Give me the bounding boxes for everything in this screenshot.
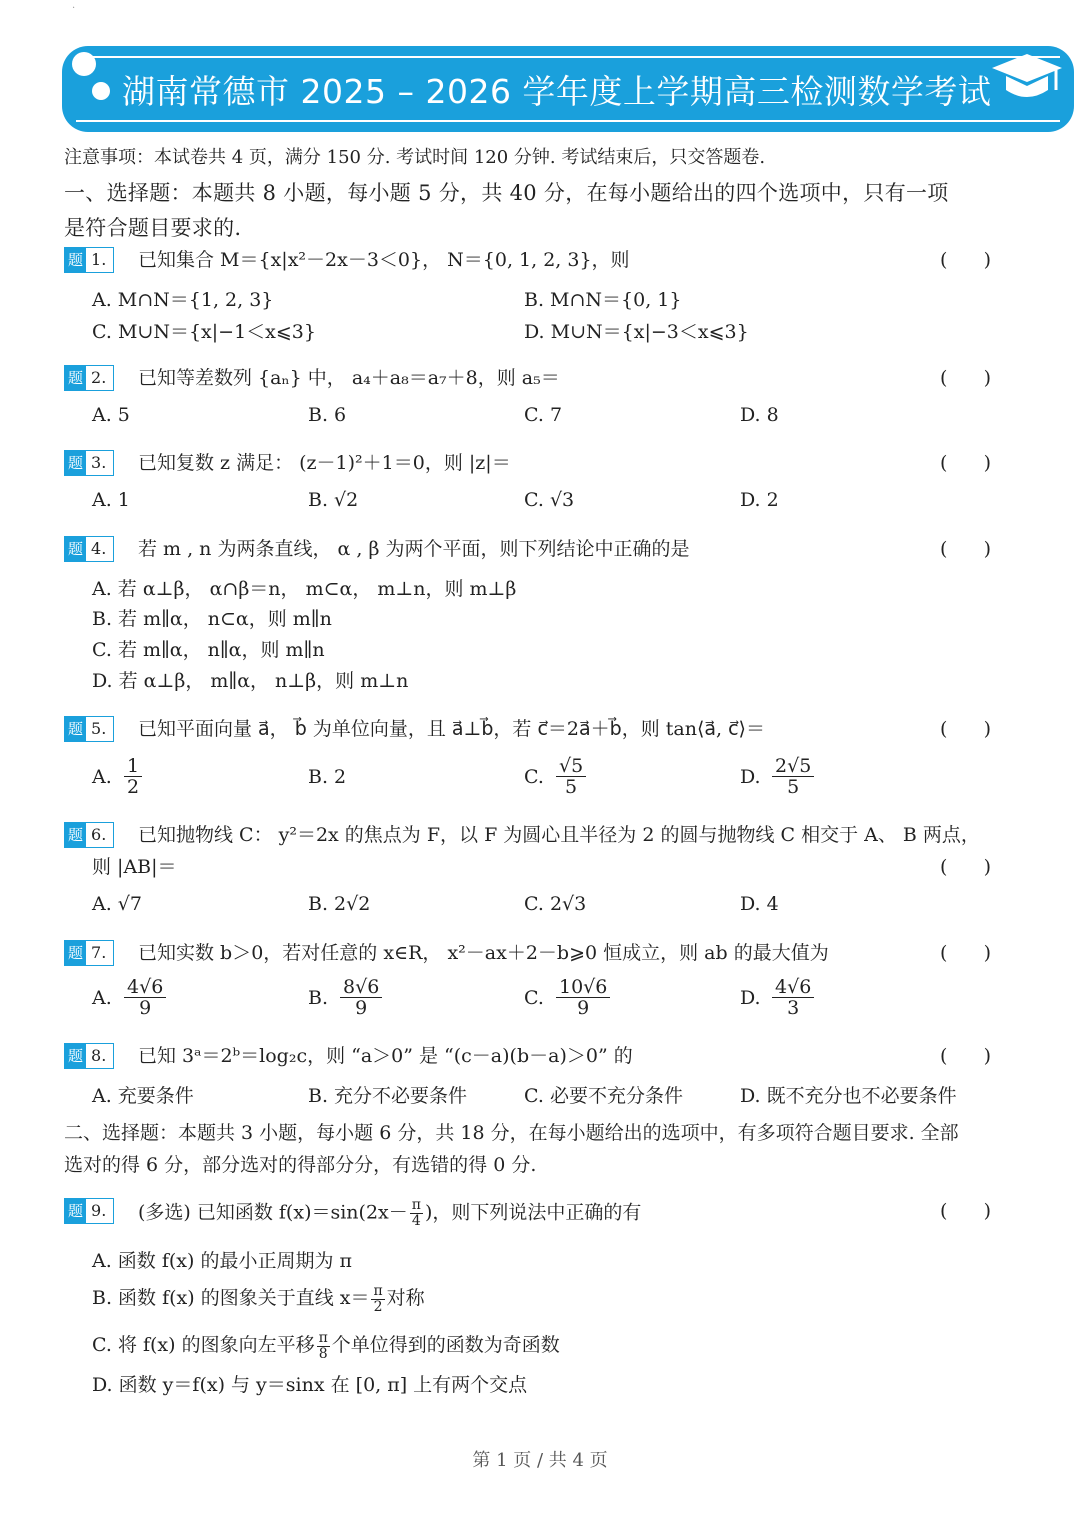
option-c: C. √3 <box>524 489 575 511</box>
question-text-continued: 则 |AB|＝ <box>92 856 177 878</box>
title-banner <box>62 46 1074 132</box>
top-mark: . <box>72 0 76 11</box>
option-b: B. <box>308 987 329 1009</box>
option-b: B. √2 <box>308 489 359 511</box>
question-tag: 题 2. <box>64 365 114 391</box>
question-1 <box>64 247 1004 273</box>
question-tag: 题 7. <box>64 940 114 966</box>
answer-blank: ( ) <box>940 1045 992 1067</box>
option-b: B. 2√2 <box>308 893 371 915</box>
question-text: 已知抛物线 C： y²＝2x 的焦点为 F，以 F 为圆心且半径为 2 的圆与抛物线 C 相交于 A、 B 两点， <box>138 824 980 846</box>
option-a: A. M∩N＝{1, 2, 3} <box>92 289 274 311</box>
option-a: A. 1 <box>92 489 130 511</box>
option-d-fraction: $\frac{4√6}{3}$ <box>772 977 814 1018</box>
option-d: D. M∪N＝{x|−3＜x⩽3} <box>524 321 749 343</box>
option-a: A. <box>92 987 112 1009</box>
option-d: D. 既不充分也不必要条件 <box>740 1085 957 1107</box>
question-text: 已知集合 M＝{x|x²－2x－3＜0}， N＝{0, 1, 2, 3}，则 <box>138 249 630 271</box>
option-c: C. 将 f(x) 的图象向左平移 $\frac{\pi}{8}$ 个单位得到的函数为奇函数 <box>92 1329 560 1362</box>
option-a: A. 充要条件 <box>92 1085 194 1107</box>
question-text: 已知复数 z 满足： (z－1)²＋1＝0，则 |z|＝ <box>138 452 511 474</box>
option-c: C. 7 <box>524 404 563 426</box>
option-c: C. <box>524 766 544 788</box>
question-tag: 题 6. <box>64 822 114 848</box>
option-a: A. √7 <box>92 893 142 915</box>
page-footer: 第 1 页 / 共 4 页 <box>472 1450 608 1471</box>
question-text: 若 m , n 为两条直线， α , β 为两个平面，则下列结论中正确的是 <box>138 538 690 560</box>
question-5 <box>64 716 1004 742</box>
question-7 <box>64 940 1004 966</box>
question-8 <box>64 1043 1004 1069</box>
answer-blank: ( ) <box>940 1200 992 1222</box>
option-a: A. 函数 f(x) 的最小正周期为 π <box>92 1250 352 1272</box>
section1-heading-line1: 一、选择题：本题共 8 小题，每小题 5 分，共 40 分，在每小题给出的四个选项中，只有一项 <box>64 181 949 205</box>
section2-heading-line2: 选对的得 6 分，部分选对的得部分分，有选错的得 0 分. <box>64 1154 537 1176</box>
question-text: 已知平面向量 a⃗， b⃗ 为单位向量，且 a⃗⊥b⃗，若 c⃗＝2a⃗＋b⃗，则 tan⟨a⃗, c⃗⟩＝ <box>138 718 765 740</box>
option-d: D. <box>740 987 761 1009</box>
option-d: D. <box>740 766 761 788</box>
inline-fraction: $\frac{\pi}{4}$ <box>411 1197 421 1229</box>
option-c: C. 若 m∥α， n∥α，则 m∥n <box>92 639 325 661</box>
option-c-fraction: $\frac{10√6}{9}$ <box>556 977 610 1018</box>
question-4 <box>64 536 1004 562</box>
banner-dot <box>92 82 110 100</box>
graduation-cap-icon <box>990 50 1064 110</box>
option-b: B. 6 <box>308 404 347 426</box>
option-d: D. 若 α⊥β， m∥α， n⊥β，则 m⊥n <box>92 670 409 692</box>
question-tag: 题 9. <box>64 1198 114 1224</box>
option-a-fraction: $\frac{1}{2}$ <box>124 756 142 797</box>
option-c: C. M∪N＝{x|−1＜x⩽3} <box>92 321 316 343</box>
answer-blank: ( ) <box>940 942 992 964</box>
question-text: 已知等差数列 {aₙ} 中， a₄＋a₈＝a₇＋8，则 a₅＝ <box>138 367 560 389</box>
answer-blank: ( ) <box>940 452 992 474</box>
answer-blank: ( ) <box>940 718 992 740</box>
question-text: 已知实数 b＞0，若对任意的 x∈R， x²－ax＋2－b⩾0 恒成立，则 ab 的最大值为 <box>138 942 829 964</box>
option-d-fraction: $\frac{2√5}{5}$ <box>772 756 814 797</box>
inline-fraction: $\frac{\pi}{2}$ <box>373 1282 383 1315</box>
answer-blank: ( ) <box>940 367 992 389</box>
question-text: 已知 3ᵃ＝2ᵇ＝log₂c，则 “a＞0” 是 “(c－a)(b－a)＞0” 的 <box>138 1045 633 1067</box>
option-b: B. 充分不必要条件 <box>308 1085 468 1107</box>
answer-blank: ( ) <box>940 538 992 560</box>
option-c-fraction: $\frac{√5}{5}$ <box>556 756 586 797</box>
question-tag: 题 1. <box>64 247 114 273</box>
option-a: A. <box>92 766 112 788</box>
question-6 <box>64 822 1004 848</box>
exam-notice: 注意事项：本试卷共 4 页，满分 150 分. 考试时间 120 分钟. 考试结束后，只交答题卷. <box>64 147 766 168</box>
option-b-fraction: $\frac{8√6}{9}$ <box>340 977 382 1018</box>
option-d: D. 4 <box>740 893 779 915</box>
option-d: D. 2 <box>740 489 779 511</box>
option-a: A. 5 <box>92 404 130 426</box>
option-d: D. 8 <box>740 404 779 426</box>
option-a-fraction: $\frac{4√6}{9}$ <box>124 977 166 1018</box>
question-tag: 题 8. <box>64 1043 114 1069</box>
question-tag: 题 3. <box>64 450 114 476</box>
question-text: (多选) 已知函数 f(x)＝sin(2x－ $\frac{\pi}{4}$ )，则下列说法中正确的有 <box>138 1197 642 1229</box>
banner-dot <box>72 52 96 76</box>
option-a: A. 若 α⊥β， α∩β＝n， m⊂α， m⊥n，则 m⊥β <box>92 578 517 600</box>
question-6-line2 <box>64 854 1004 880</box>
option-d: D. 函数 y＝f(x) 与 y＝sinx 在 [0, π] 上有两个交点 <box>92 1374 528 1396</box>
question-tag: 题 4. <box>64 536 114 562</box>
option-b: B. 函数 f(x) 的图象关于直线 x＝ $\frac{\pi}{2}$ 对称 <box>92 1282 425 1315</box>
question-9 <box>64 1197 1004 1229</box>
option-c: C. 必要不充分条件 <box>524 1085 683 1107</box>
option-c: C. 2√3 <box>524 893 587 915</box>
option-c: C. <box>524 987 544 1009</box>
question-tag: 题 5. <box>64 716 114 742</box>
option-b: B. 2 <box>308 766 347 788</box>
question-2 <box>64 365 1004 391</box>
option-b: B. 若 m∥α， n⊂α，则 m∥n <box>92 608 332 630</box>
question-3 <box>64 450 1004 476</box>
option-b: B. M∩N＝{0, 1} <box>524 289 682 311</box>
answer-blank: ( ) <box>940 249 992 271</box>
answer-blank: ( ) <box>940 856 992 878</box>
page-title: 湖南常德市 2025 – 2026 学年度上学期高三检测数学考试 <box>122 72 992 111</box>
inline-fraction: $\frac{\pi}{8}$ <box>318 1329 328 1362</box>
section1-heading-line2: 是符合题目要求的. <box>64 216 242 240</box>
section2-heading-line1: 二、选择题：本题共 3 小题，每小题 6 分，共 18 分，在每小题给出的选项中，有多项符合题目要求. 全部 <box>64 1122 959 1144</box>
